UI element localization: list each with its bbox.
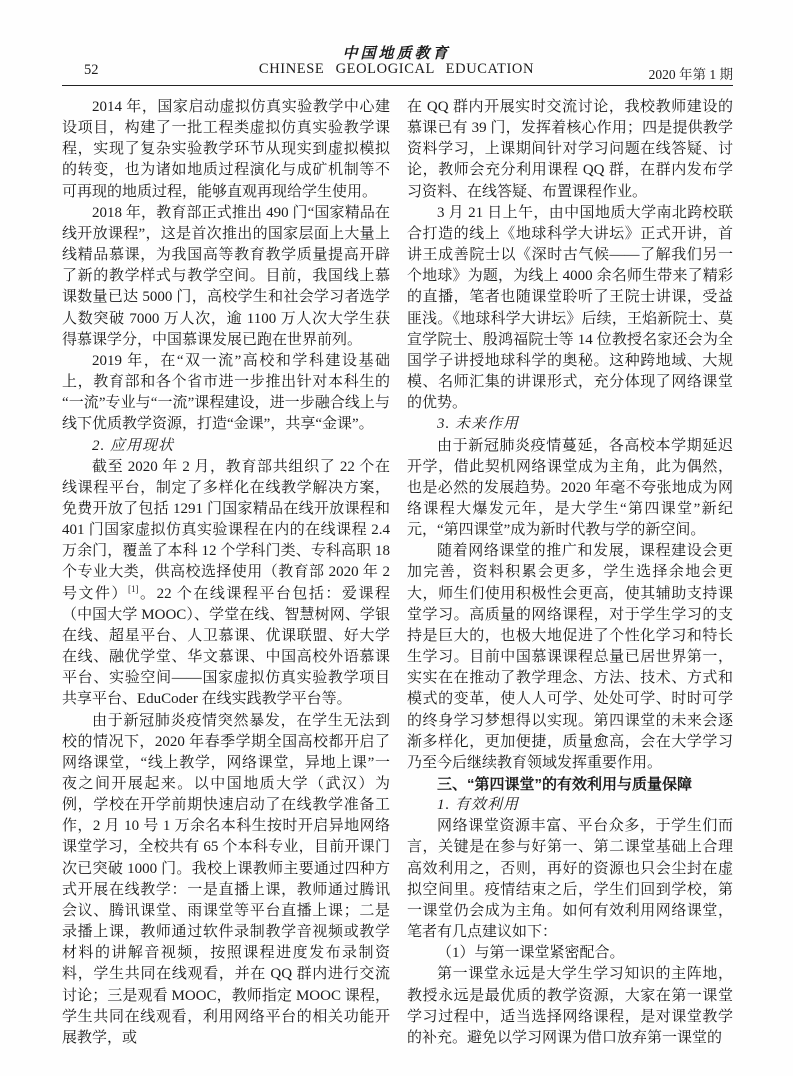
section-heading: 1. 有效利用 [437,797,520,814]
section-heading: 3. 未来作用 [437,416,520,433]
page-number: 52 [84,62,99,78]
paragraph: 第一课堂永远是大学生学习知识的主阵地，教授永远是最优质的教学资源，大家在第一课堂学习过程中，适当选择网络课程，是对课堂教学的补充。避免以学习网课为借口放弃第一课堂的 [407,966,733,1046]
paragraph: 随着网络课堂的推广和发展，课程建设会更加完善，资料积累会更多，学生选择余地会更大，师生们使用积极性会更高，使其辅助支持课堂学习。高质量的网络课程，对于学生学习的支持是巨大的，也极大地促进了个性化学习和特长生学习。目前中国慕课课程总量已居世界第一，实实在在推动了教学理念、方法、技术、方式和模式的变革，使人人可学、处处可学、时时可学的终身学习梦想得以实现。第四课堂的未来会逐渐多样化，更加便捷，质量愈高，会在大学学习乃至今后继续教育领域发挥重要作用。 [407,543,733,771]
paragraph: （1）与第一课堂紧密配合。 [437,945,625,962]
paragraph: 由于新冠肺炎疫情突然暴发，在学生无法到校的情况下，2020 年春季学期全国高校都开启了网络课堂，“线上教学，网络课堂，异地上课”一夜之间开展起来。以中国地质大学（武汉）为例，学校在开学前期快速启动了在线教学准备工作，2 月 10 号 1 万余名本科生按时开启异地网络课堂学习，全校共有 65 个本科专业，目前开课门次已突破 1000 门。我校上课教师主要通过四种方式开展在线教学：一是直播上课，教师通过腾讯会议、腾讯课堂、雨课堂等平台直播上课；二是录播上课，教师通过软件录制教学音视频或教学材料的讲解音视频，按照课程进度发布录制资料，学生共同在线观看，并在 QQ 群内进行交流讨论；三是观看 MOOC，教师指定 MOOC 课程，学生共同在线观看，利用网络平台的相关功能开展教学，或 [62,712,390,1046]
journal-title-zh: 中国地质教育 [342,46,451,62]
journal-title-en: CHINESE GEOLOGICAL EDUCATION [258,61,535,77]
column-left [62,97,390,1049]
paragraph: 在 QQ 群内开展实时交流讨论，我校教师建设的慕课已有 39 门，发挥着核心作用；四是提供教学资料学习，上课期间针对学习问题在线答疑、讨论，教师会充分利用课程 QQ 群，在群内发布学习资料、在线答疑、布置课程作业。 [407,99,733,200]
paragraph: 3 月 21 日上午，由中国地质大学南北跨校联合打造的线上《地球科学大讲坛》正式开讲，首讲王成善院士以《深时古气候——了解我们另一个地球》为题，为线上 4000 余名师生带来了精彩的直播，笔者也随课堂聆听了王院士讲课，受益匪浅。《地球科学大讲坛》后续，王焰新院士、莫宣学院士、殷鸿福院士等 14 位教授名家还会为全国学子讲授地球科学的奥秘。这种跨地域、大规模、名师汇集的讲课形式，充分体现了网络课堂的优势。 [407,204,733,412]
issue-label: 2020 年第 1 期 [648,67,733,82]
section-heading: 2. 应用现状 [92,437,175,454]
paragraph: 2019 年，在“双一流”高校和学科建设基础上，教育部和各个省市进一步推出针对本科生的“一流”专业与“一流”课程建设，进一步融合线上与线下优质教学资源，打造“金课”，共享“金课”。 [62,352,390,433]
section-heading: 三、“第四课堂”的有效利用与质量保障 [437,776,693,793]
paragraph: 2014 年，国家启动虚拟仿真实验教学中心建设项目，构建了一批工程类虚拟仿真实验教学课程，实现了复杂实验教学环节从现实到虚拟模拟的转变，也为诸如地质过程演化与成矿机制等不可再现的地质过程，能够直观再现给学生使用。 [62,99,390,200]
column-right [407,97,733,1049]
paragraph: 2018 年，教育部正式推出 490 门“国家精品在线开放课程”，这是首次推出的国家层面上大量上线精品慕课，为我国高等教育教学质量提高开辟了新的教学样式与教学空间。目前，我国线上慕课数量已达 5000 门，高校学生和社会学习者选学人数突破 7000 万人次，逾 1100 万人次大学生获得慕课学分，中国慕课发展已跑在世界前列。 [62,204,390,348]
paragraph: 由于新冠肺炎疫情蔓延，各高校本学期延迟开学，借此契机网络课堂成为主角，此为偶然，也是必然的发展趋势。2020 年毫不夸张地成为网络课程大爆发元年，是大学生“第四课堂”新纪元，“第四课堂”成为新时代教与学的新空间。 [407,437,733,539]
header-rule [62,85,733,86]
reference-marker: [1] [128,583,139,594]
paragraph: 网络课堂资源丰富、平台众多，于学生们而言，关键是在参与好第一、第二课堂基础上合理高效利用之，否则，再好的资源也只会尘封在虚拟空间里。疫情结束之后，学生们回到学校，第一课堂仍会成为主角。如何有效利用网络课堂，笔者有几点建议如下： [407,818,733,941]
paragraph: 截至 2020 年 2 月，教育部共组织了 22 个在线课程平台，制定了多样化在线教学解决方案，免费开放了包括 1291 门国家精品在线开放课程和 401 门国家虚拟仿真实验课程在内的在线课程 2.4 万余门，覆盖了本科 12 个学科门类、专科高职 18 个专业大类，供高校选择使用（教育部 2020 年 2 号文件）[1]。22 个在线课程平台包括：爱课程（中国大学 MOOC）、学堂在线、智慧树网、学银在线、超星平台、人卫慕课、优课联盟、好大学在线、融优学堂、华文慕课、中国高校外语慕课平台、实验空间——国家虚拟仿真实验教学项目共享平台、EduCoder 在线实践教学平台等。 [62,458,390,708]
